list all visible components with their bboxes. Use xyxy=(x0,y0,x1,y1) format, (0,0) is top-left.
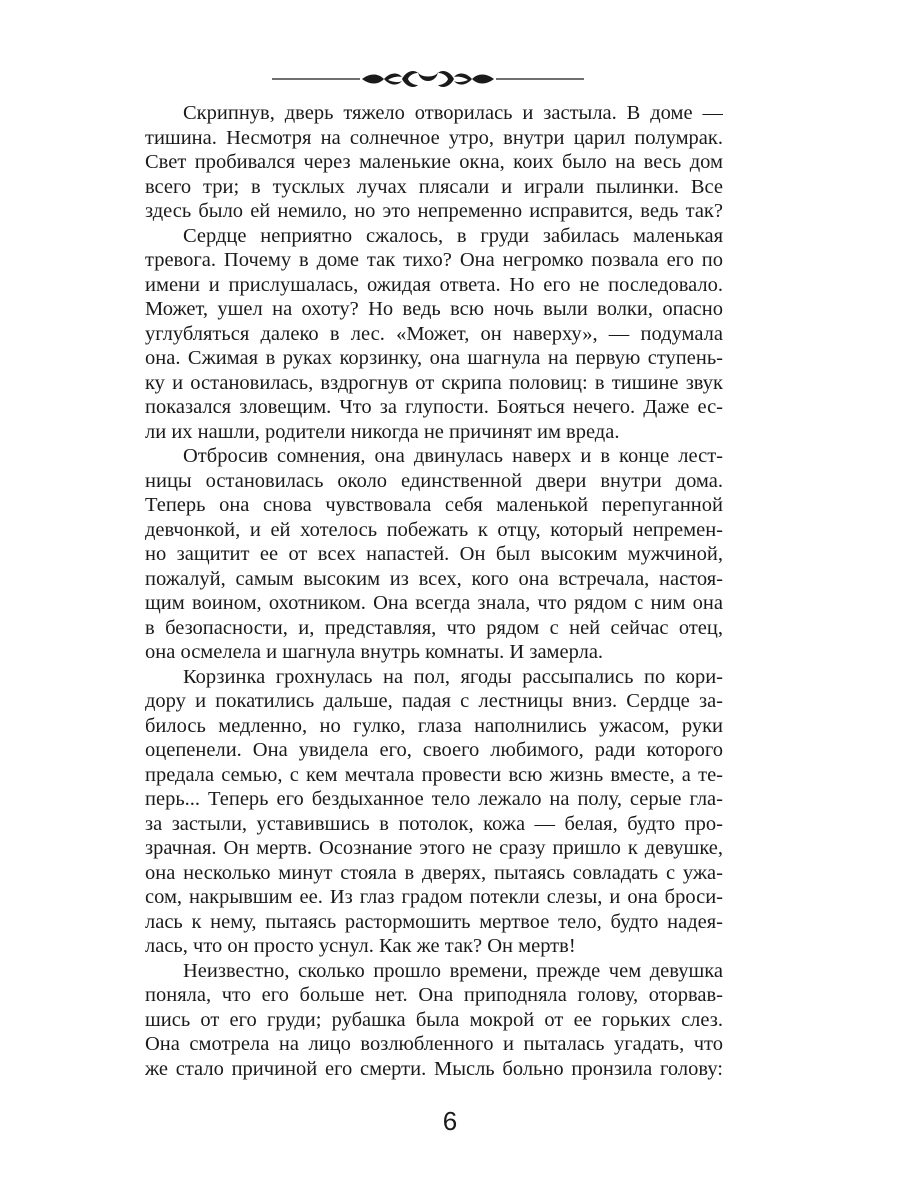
paragraph xyxy=(145,959,723,1082)
text-line: ли их нашли, родители никогда не причинят им вреда. xyxy=(145,420,620,443)
text-line: в безопасности, и, представляя, что рядом с ней сейчас отец, xyxy=(145,616,723,639)
text-line: Отбросив сомнения, она двинулась наверх и в конце лест- xyxy=(183,445,723,467)
paragraph xyxy=(145,101,723,224)
text-line: углубляться далеко в лес. «Может, он наверху», — подумала xyxy=(145,322,723,345)
decorative-divider-icon xyxy=(272,64,584,94)
text-line: тревога. Почему в доме так тихо? Она негромко позвала его по xyxy=(145,249,723,271)
text-line: билось медленно, но гулко, глаза наполнились ужасом, руки xyxy=(145,714,723,737)
text-line: поняла, что его больше нет. Она приподняла голову, оторвав- xyxy=(145,984,723,1006)
text-line: имени и прислушалась, ожидая ответа. Но его не последовало. xyxy=(145,273,723,296)
text-line: тишина. Несмотря на солнечное утро, внутри царил полумрак. xyxy=(145,126,723,149)
text-line: щим воином, охотником. Она всегда знала, что рядом с ним она xyxy=(145,592,723,614)
text-line: за застыли, уставившись в потолок, кожа — белая, будто про- xyxy=(145,812,723,835)
text-line: она осмелела и шагнула внутрь комнаты. И замерла. xyxy=(145,641,604,663)
text-line: Неизвестно, сколько прошло времени, прежде чем девушка xyxy=(183,959,723,982)
text-line: она. Сжимая в руках корзинку, она шагнула на первую ступень- xyxy=(145,347,723,369)
paragraph xyxy=(145,444,723,665)
paragraph xyxy=(145,665,723,959)
text-body xyxy=(145,101,723,1081)
text-line: пожалуй, самым высоким из всех, кого она встречала, настоя- xyxy=(145,567,723,590)
text-line: оцепенели. Она увидела его, своего любимого, ради которого xyxy=(145,739,723,761)
page-number: 6 xyxy=(442,1106,458,1136)
text-line: Она смотрела на лицо возлюбленного и пыталась угадать, что xyxy=(145,1033,723,1055)
text-line: ку и остановилась, вздрогнув от скрипа половиц: в тишине звук xyxy=(145,371,723,394)
text-line: предала семью, с кем мечтала провести всю жизнь вместе, а те- xyxy=(145,763,723,786)
text-line: шись от его груди; рубашка была мокрой от ее горьких слез. xyxy=(145,1008,723,1031)
text-line: перь... Теперь его бездыханное тело лежало на полу, серые гла- xyxy=(145,788,723,810)
text-line: но защитит ее от всех напастей. Он был высоким мужчиной, xyxy=(145,543,723,565)
text-line: Теперь она снова чувствовала себя маленькой перепуганной xyxy=(145,494,723,516)
text-line: зрачная. Он мертв. Осознание этого не сразу пришло к девушке, xyxy=(145,837,723,859)
text-line: дору и покатились дальше, падая с лестницы вниз. Сердце за- xyxy=(145,690,723,712)
text-line: ницы остановилась около единственной двери внутри дома. xyxy=(145,469,723,492)
text-line: сом, накрывшим ее. Из глаз градом потекли слезы, и она броси- xyxy=(145,886,723,908)
text-line: же стало причиной его смерти. Мысль больно пронзила голову: xyxy=(145,1057,723,1080)
text-line: Скрипнув, дверь тяжело отворилась и застыла. В доме — xyxy=(183,102,723,124)
text-line: лась к нему, пытаясь растормошить мертвое тело, будто надея- xyxy=(145,910,723,933)
text-line: здесь было ей немило, но это непременно исправится, ведь так? xyxy=(145,200,723,222)
text-line: показался зловещим. Что за глупости. Бояться нечего. Даже ес- xyxy=(145,396,723,418)
text-line: Сердце неприятно сжалось, в груди забилась маленькая xyxy=(183,224,723,247)
text-line: она несколько минут стояла в дверях, пытаясь совладать с ужа- xyxy=(145,861,723,884)
text-line: девчонкой, и ей хотелось побежать к отцу, который непремен- xyxy=(145,518,723,541)
text-line: Свет пробивался через маленькие окна, коих было на весь дом xyxy=(145,151,723,173)
text-line: Корзинка грохнулась на пол, ягоды рассыпались по кори- xyxy=(183,665,723,688)
text-line: всего три; в тусклых лучах плясали и играли пылинки. Все xyxy=(145,175,723,198)
paragraph xyxy=(145,224,723,445)
text-line: лась, что он просто уснул. Как же так? Он мертв! xyxy=(145,935,576,957)
text-line: Может, ушел на охоту? Но ведь всю ночь выли волки, опасно xyxy=(145,298,723,320)
